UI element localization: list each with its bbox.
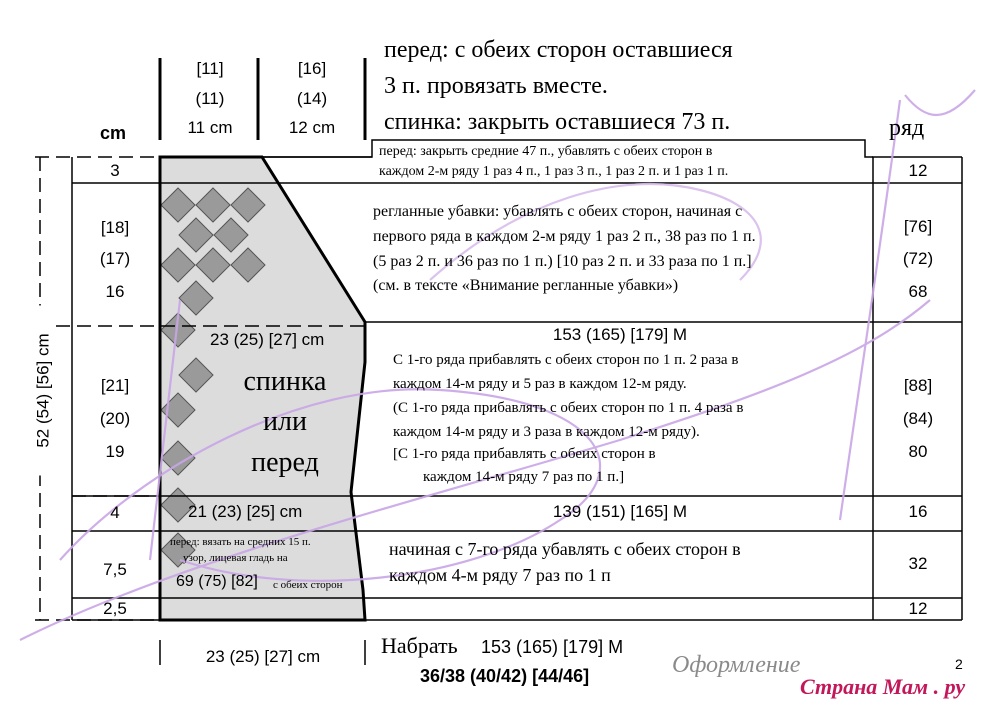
body-label-line3: перед <box>251 447 319 478</box>
height-raglan-l: [18] <box>100 218 130 237</box>
front-note-line1: перед: вязать на средних 15 п. <box>170 536 311 548</box>
height-decrease: 7,5 <box>103 560 127 579</box>
raglan-note-line3: (5 раз 2 п. и 36 раз по 1 п.) [10 раз 2 п. и 33 раза по 1 п.] <box>373 253 752 270</box>
raglan-note-line1: регланные убавки: убавлять с обеих сторон, начиная с <box>373 203 743 220</box>
increase-note-line3: (С 1-го ряда прибавлять с обеих сторон по 1 п. 4 раза в <box>393 400 744 416</box>
col1-row3: 11 cm <box>187 118 233 137</box>
height-raglan-m: (17) <box>99 249 131 268</box>
rows-label: ряд <box>889 115 925 141</box>
body-label-line1: спинка <box>243 366 327 397</box>
width-bottom: 23 (25) [27] cm <box>205 647 321 666</box>
rows-raglan-s: 68 <box>908 282 928 301</box>
total-height: 52 (54) [56] cm <box>35 306 52 476</box>
front-note-line2: узор, лицевая гладь на <box>183 552 288 564</box>
rows-neck: 12 <box>908 161 928 180</box>
decrease-note-line2: каждом 4-м ряду 7 раз по 1 п <box>389 565 611 585</box>
cast-on-count: 153 (165) [179] М <box>481 637 624 657</box>
unit-label: cm <box>100 123 127 143</box>
height-raglan-s: 16 <box>105 282 125 301</box>
sides-text: с обеих сторон <box>273 579 343 591</box>
height-neck: 3 <box>110 161 120 180</box>
height-body-s: 19 <box>105 442 125 461</box>
height-ribbing: 2,5 <box>103 599 127 618</box>
cast-on-word: Набрать <box>381 633 458 658</box>
stitches-waist: 139 (151) [165] М <box>552 502 688 521</box>
width-waist: 21 (23) [25] cm <box>188 502 303 521</box>
neck-note-line2: каждом 2-м ряду 1 раз 4 п., 1 раз 3 п., 1 раз 2 п. и 1 раз 1 п. <box>379 164 729 179</box>
page-number: 2 <box>955 656 963 672</box>
decrease-note-line1: начиная с 7-го ряда убавлять с обеих сторон в <box>389 539 741 559</box>
col2-row1: [16] <box>297 59 327 78</box>
rows-raglan-l: [76] <box>903 217 933 236</box>
rows-ribbing: 12 <box>908 599 928 618</box>
raglan-note-line4: (см. в тексте «Внимание регланные убавки») <box>373 277 679 294</box>
col1-row2: (11) <box>195 89 225 108</box>
col2-row2: (14) <box>296 89 328 108</box>
increase-note-line1: С 1-го ряда прибавлять с обеих сторон по 1 п. 2 раза в <box>393 352 739 368</box>
col1-row1: [11] <box>196 59 224 78</box>
width-upper: 23 (25) [27] cm <box>210 330 325 349</box>
stitches-upper: 153 (165) [179] М <box>552 325 688 344</box>
stitches-sides: 69 (75) [82] <box>176 573 258 590</box>
rows-body-l: [88] <box>903 376 933 395</box>
rows-waist: 16 <box>908 502 928 521</box>
site-logo: Страна Мам . ру <box>800 674 966 699</box>
sizes: 36/38 (40/42) [44/46] <box>420 666 590 686</box>
increase-note-line4: каждом 14-м ряду и 3 раза в каждом 12-м ряду). <box>393 424 700 440</box>
increase-note-line5: [С 1-го ряда прибавлять с обеих сторон в <box>393 446 656 462</box>
rows-decrease: 32 <box>908 554 928 573</box>
col2-row3: 12 cm <box>288 118 336 137</box>
body-label-line2: или <box>263 406 307 437</box>
increase-note-line6: каждом 14-м ряду 7 раз по 1 п.] <box>423 469 625 485</box>
rows-body-s: 80 <box>908 442 928 461</box>
height-waist: 4 <box>110 503 120 522</box>
top-note-line1: перед: с обеих сторон оставшиеся <box>384 37 733 63</box>
rows-raglan-m: (72) <box>902 249 934 268</box>
top-note-line2: 3 п. провязать вместе. <box>384 73 608 99</box>
height-body-l: [21] <box>100 376 130 395</box>
increase-note-line2: каждом 14-м ряду и 5 раз в каждом 12-м ряду. <box>393 376 687 392</box>
top-note-line3: спинка: закрыть оставшиеся 73 п. <box>384 109 731 135</box>
neck-note-line1: перед: закрыть средние 47 п., убавлять с обеих сторон в <box>379 144 713 159</box>
credit-text: Оформление <box>672 652 801 678</box>
height-body-m: (20) <box>99 409 131 428</box>
rows-body-m: (84) <box>902 409 934 428</box>
raglan-note-line2: первого ряда в каждом 2-м ряду 1 раз 2 п., 38 раз по 1 п. <box>373 228 756 245</box>
